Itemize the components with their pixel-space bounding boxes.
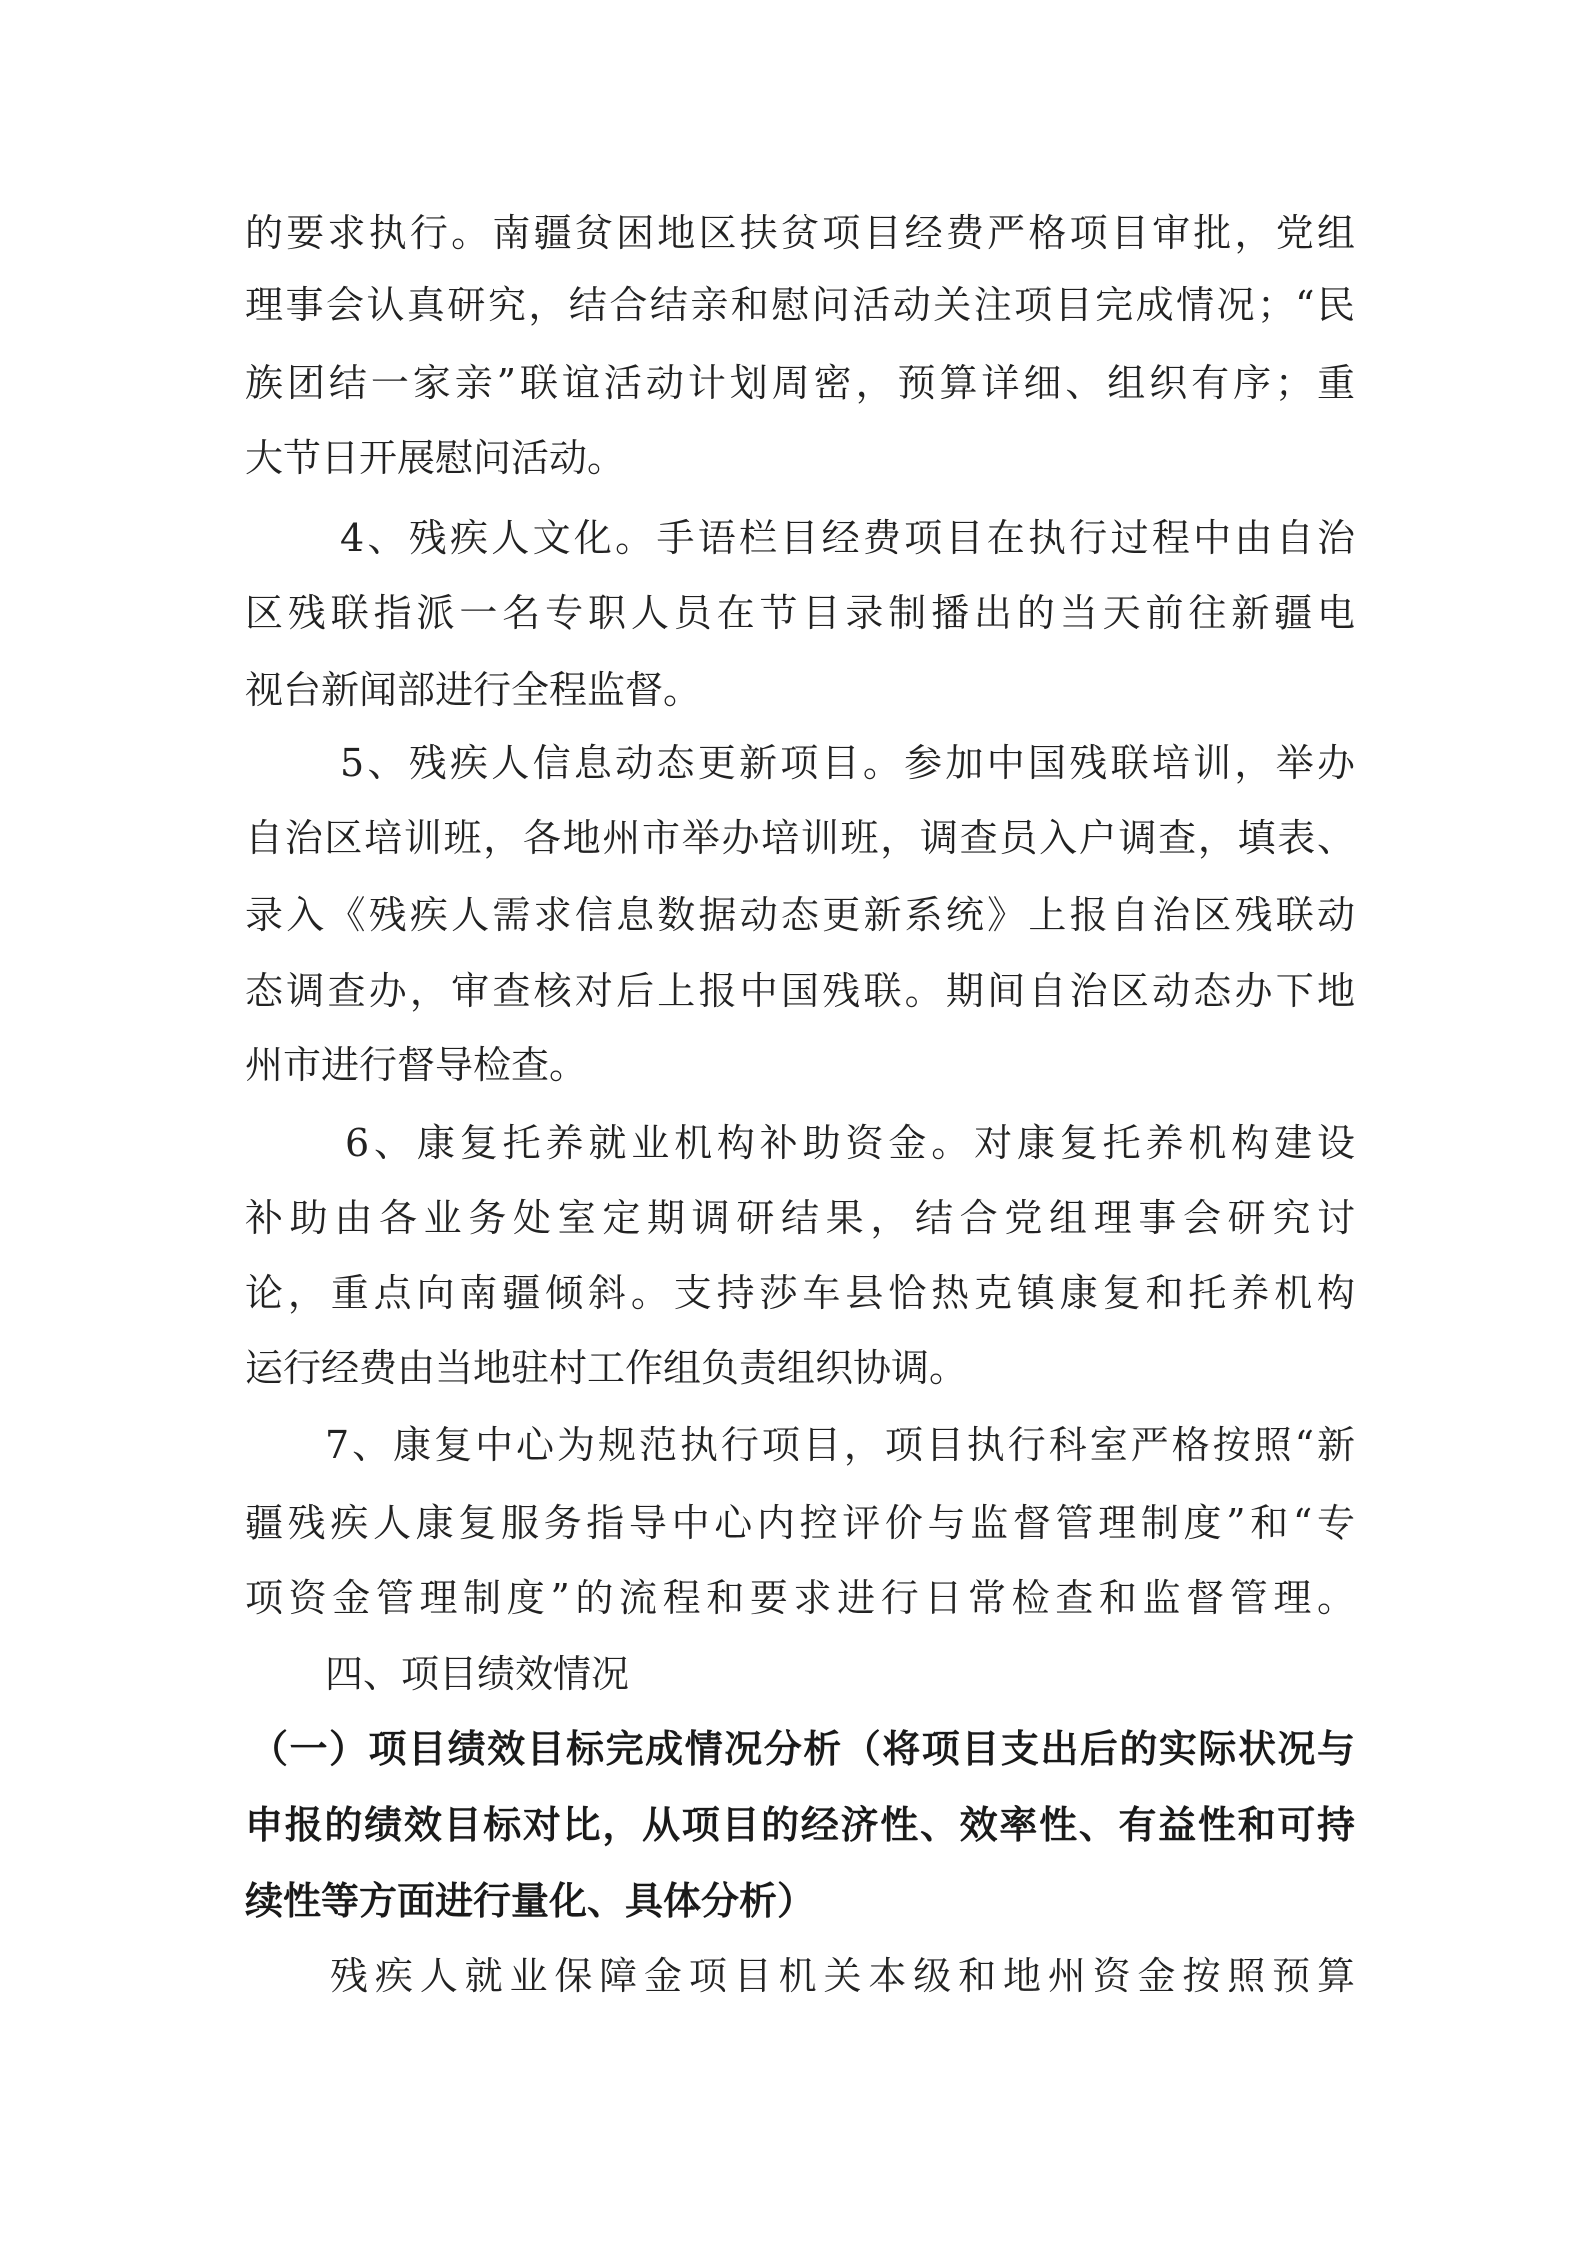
paragraph-line: 州市进行督导检查。 [245, 1043, 588, 1087]
subsection-heading: 续性等方面进行量化、具体分析） [245, 1879, 816, 1923]
paragraph-line: 视台新闻部进行全程监督。 [245, 668, 702, 712]
paragraph-line: 5、残疾人信息动态更新项目。参加中国残联培训，举办 [340, 741, 1355, 785]
paragraph-line: 的要求执行。南疆贫困地区扶贫项目经费严格项目审批，党组 [245, 211, 1355, 255]
paragraph-line: 7、康复中心为规范执行项目，项目执行科室严格按照“新 [325, 1423, 1355, 1467]
paragraph-line: 自治区培训班，各地州市举办培训班，调查员入户调查，填表、 [245, 816, 1355, 860]
subsection-heading: 申报的绩效目标对比，从项目的经济性、效率性、有益性和可持 [245, 1803, 1355, 1847]
paragraph-line: 区残联指派一名专职人员在节目录制播出的当天前往新疆电 [245, 591, 1355, 635]
section-heading: 四、项目绩效情况 [325, 1652, 630, 1696]
paragraph-line: 理事会认真研究，结合结亲和慰问活动关注项目完成情况；“民 [245, 283, 1355, 327]
paragraph-line: 论，重点向南疆倾斜。支持莎车县恰热克镇康复和托养机构 [245, 1271, 1355, 1315]
paragraph-line: 项资金管理制度”的流程和要求进行日常检查和监督管理。 [245, 1576, 1355, 1620]
paragraph-line: 运行经费由当地驻村工作组负责组织协调。 [245, 1346, 968, 1390]
paragraph-line: 态调查办，审查核对后上报中国残联。期间自治区动态办下地 [245, 969, 1355, 1013]
paragraph-line: 大节日开展慰问活动。 [245, 436, 626, 480]
paragraph-line: 录入《残疾人需求信息数据动态更新系统》上报自治区残联动 [245, 893, 1355, 937]
paragraph-line: 疆残疾人康复服务指导中心内控评价与监督管理制度”和“专 [245, 1501, 1355, 1545]
paragraph-line: 族团结一家亲”联谊活动计划周密，预算详细、组织有序；重 [245, 361, 1355, 405]
paragraph-line: 补助由各业务处室定期调研结果，结合党组理事会研究讨 [245, 1196, 1355, 1240]
subsection-heading: （一）项目绩效目标完成情况分析（将项目支出后的实际状况与 [250, 1727, 1355, 1771]
paragraph-line: 6、康复托养就业机构补助资金。对康复托养机构建设 [345, 1121, 1355, 1165]
paragraph-line: 残疾人就业保障金项目机关本级和地州资金按照预算 [330, 1954, 1355, 1998]
paragraph-line: 4、残疾人文化。手语栏目经费项目在执行过程中由自治 [340, 516, 1355, 560]
